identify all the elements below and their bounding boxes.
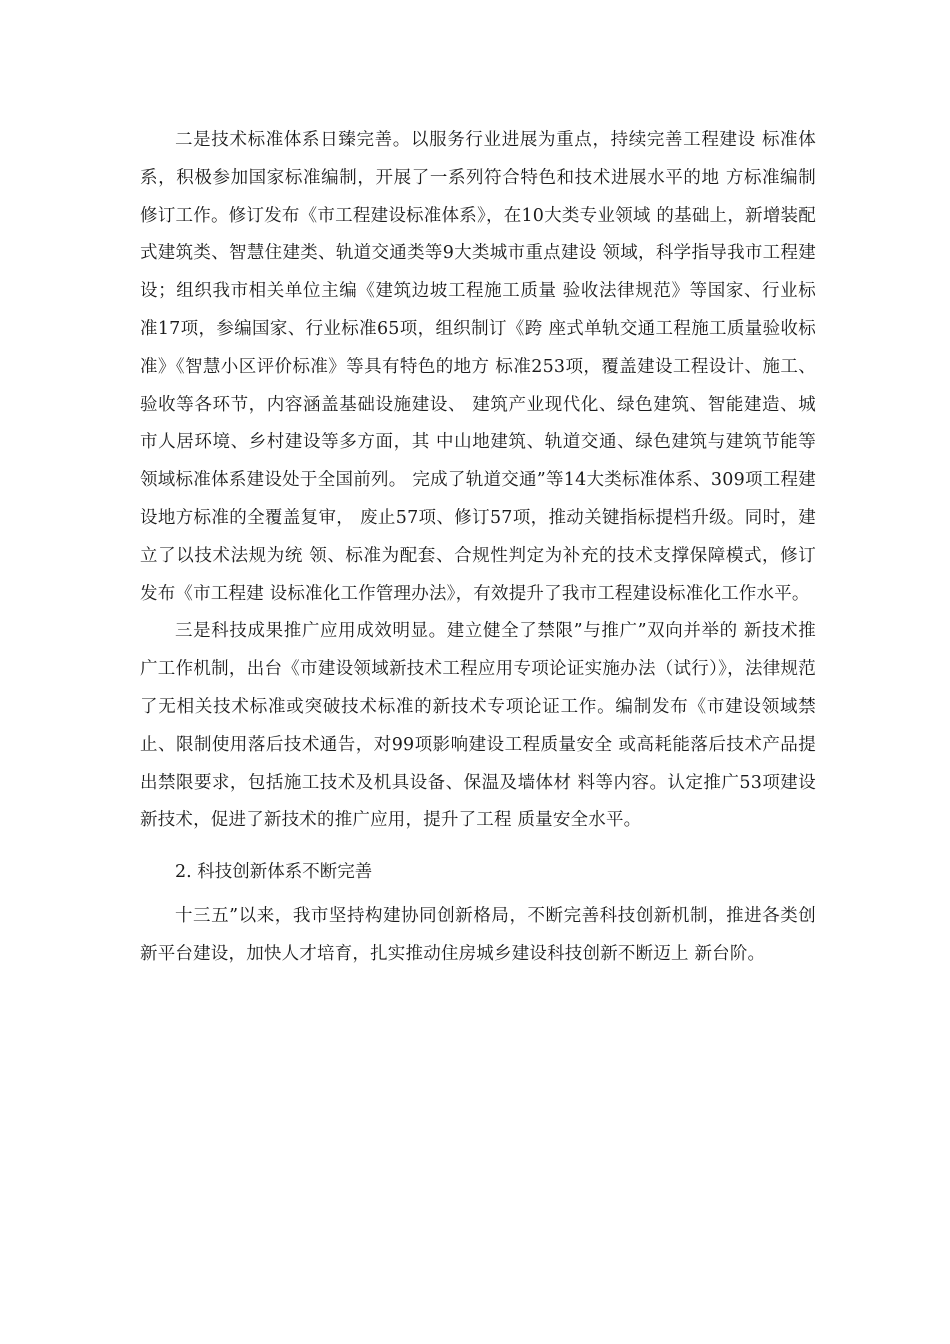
document-page	[140, 122, 816, 974]
section-heading: 2. 科技创新体系不断完善	[175, 862, 373, 883]
paragraph-tech-promotion: 三是科技成果推广应用成效明显。建立健全了禁限”与推广”双向并举的 新技术推广工作机制，出台《市建设领域新技术工程应用专项论证实施办法（试行）》，法律规范了无相关技术标准或突破技术标准的新技术专项论证工作。编制发布《市建设领域禁止、限制使用落后技术通告，对99项影响建设工程质量安全 或高耗能落后技术产品提出禁限要求，包括施工技术及机具设备、保温及墙体材 料等内容。认定推广53项建设新技术，促进了新技术的推广应用，提升了工程 质量安全水平。	[140, 621, 816, 831]
paragraph-innovation-intro: 十三五”以来，我市坚持构建协同创新格局，不断完善科技创新机制，推进各类创新平台建设，加快人才培育，扎实推动住房城乡建设科技创新不断迈上 新台阶。	[140, 905, 816, 964]
paragraph-technical-standards: 二是技术标准体系日臻完善。以服务行业进展为重点，持续完善工程建设 标准体系，积极参加国家标准编制，开展了一系列符合特色和技术进展水平的地 方标准编制修订工作。修订发布《市工程建设标准体系》，在10大类专业领域 的基础上，新增装配式建筑类、智慧住建类、轨道交通类等9大类城市重点建设 领域，科学指导我市工程建设；组织我市相关单位主编《建筑边坡工程施工质量 验收法律规范》等国家、行业标准17项，参编国家、行业标准65项，组织制订《跨 座式单轨交通工程施工质量验收标准》《智慧小区评价标准》等具有特色的地方 标准253项，覆盖建设工程设计、施工、验收等各环节，内容涵盖基础设施建设、 建筑产业现代化、绿色建筑、智能建造、城市人居环境、乡村建设等多方面，其 中山地建筑、轨道交通、绿色建筑与建筑节能等领域标准体系建设处于全国前列。 完成了轨道交通”等14大类标准体系、309项工程建设地方标准的全覆盖复审， 废止57项、修订57项，推动关键指标提档升级。同时，建立了以技术法规为统 领、标准为配套、合规性判定为补充的技术支撑保障模式，修订发布《市工程建 设标准化工作管理办法》，有效提升了我市工程建设标准化工作水平。	[140, 130, 816, 604]
